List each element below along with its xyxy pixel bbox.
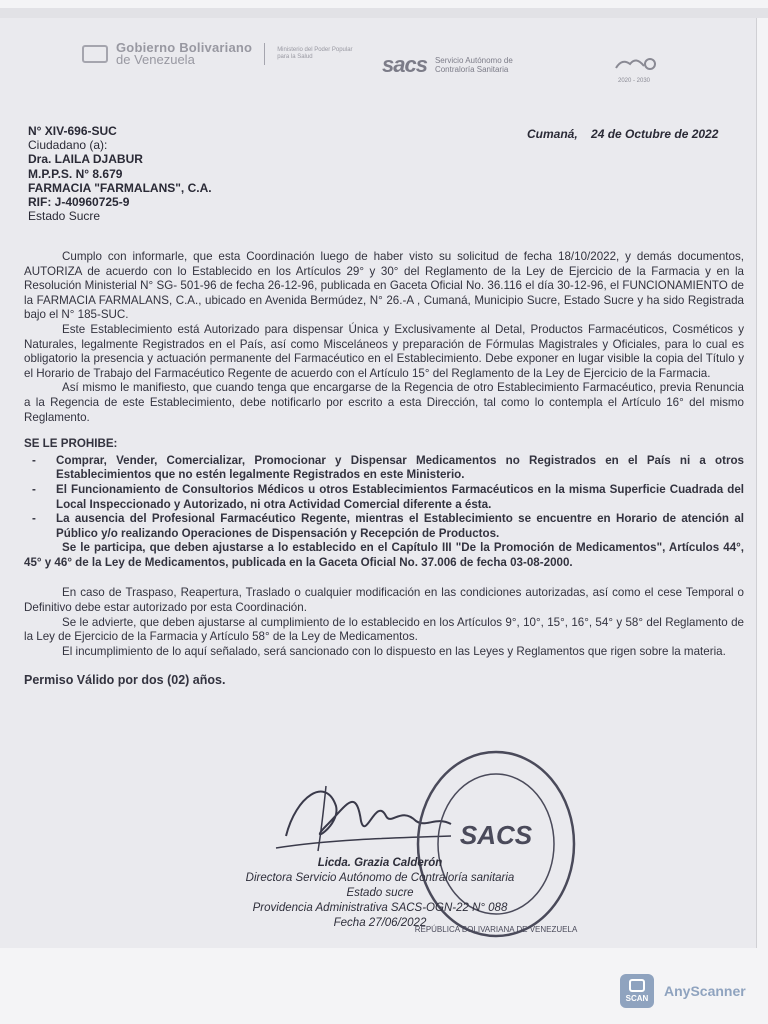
stamp-ring-text: REPÚBLICA BOLIVARIANA DE VENEZUELA xyxy=(414,925,578,934)
government-letterhead xyxy=(82,42,357,66)
emblem-years: 2020 - 2030 xyxy=(617,78,651,84)
prohibition-item: - El Funcionamiento de Consultorios Médicos u otros Establecimientos Farmacéuticos en la misma Superficie Cuadrada del Local Inspeccionado y Autorizado, ni otra Actividad Comercial diferente a ésta. xyxy=(24,483,744,512)
paragraph-promotion: Se le participa, que deben ajustarse a lo establecido en el Capítulo III "De la Promoción de Medicamentos", Artículos 44°, 45° y 46° de la Ley de Medicamentos, publicada en la Gaceta Oficial No. 37.006 de fecha 03-08-2000. xyxy=(24,541,744,569)
signer-title: Directora Servicio Autónomo de Contraloría sanitaria xyxy=(245,872,515,884)
paragraph-scope: Este Establecimiento está Autorizado para dispensar Única y Exclusivamente al Detal, Productos Farmacéuticos, Cosméticos y Naturales, legalmente Registrados en el País, así como Misceláneos y preparación de Fórmulas Magistrales y Oficiales, para lo cual es obligatorio la presencia y actuación permanente del Farmacéutico en el Establecimiento. Debe exponer en lugar visible la copia del Título y el Horario de Trabajo del Farmacéutico Regente de acuerdo con el Artículo 15° del Reglamento de la Ley de Ejercicio de la Farmacia. xyxy=(24,322,744,380)
paragraph-changes: En caso de Traspaso, Reapertura, Traslado o cualquier modificación en las condiciones autorizadas, así como el cese Temporal o Definitivo debe estar autorizado por esta Coordinación. xyxy=(24,586,744,615)
government-logo-icon xyxy=(82,45,108,63)
sacs-letterhead xyxy=(382,52,545,78)
gov-line2: de Venezuela xyxy=(116,52,195,67)
letter-body xyxy=(24,250,744,688)
prohibitions-title: SE LE PROHIBE: xyxy=(24,437,118,451)
paragraph-authorization: Cumplo con informarle, que esta Coordinación luego de haber visto su solicitud de fecha 18/10/2022, y demás documentos, AUTORIZA de acuerdo con lo Establecido en los Artículos 29° y 30° del Reglamento de la Ley de Ejercicio de la Farmacia y en la Resolución Ministerial N° SG- 501-96 de fecha 26-12-96, publicada en Gaceta Oficial No. 36.116 el día 30-12-96, el FUNCIONAMIENTO de la FARMACIA FARMALANS, C.A., ubicado en Avenida Bermúdez, N° 26.-A , Cumaná, Municipio Sucre, Estado Sucre y ha sido Registrada bajo el N° 185-SUC. xyxy=(24,250,744,322)
gov-line1: Gobierno Bolivariano xyxy=(116,40,253,55)
stamp-center-text: SACS xyxy=(459,820,533,850)
signature-block xyxy=(170,856,590,931)
sacs-logo: sacs xyxy=(382,52,427,77)
place-and-date: Cumaná, 24 de Octubre de 2022 xyxy=(527,127,719,141)
scanner-app-icon xyxy=(620,974,654,1008)
scanned-document-page xyxy=(0,8,756,948)
signer-state: Estado sucre xyxy=(346,887,414,899)
permit-validity: Permiso Válido por dos (02) años. xyxy=(24,673,226,688)
recipient-line: M.P.P.S. N° 8.679 xyxy=(28,166,123,181)
signer-providence: Providencia Administrativa SACS-OGN-22 N° 088 xyxy=(252,902,508,914)
prohibition-item: - Comprar, Vender, Comercializar, Promocionar y Dispensar Medicamentos no Registrados en el País ni a otros Establecimientos que no estén legalmente Registrados en este Ministerio. xyxy=(24,454,744,483)
paragraph-sanction: El incumplimiento de lo aquí señalado, será sancionado con lo dispuesto en las Leyes y Reglamentos que rigen sobre la materia. xyxy=(62,644,726,658)
prohibitions-list xyxy=(24,454,744,542)
signer-name: Licda. Grazia Calderón xyxy=(317,857,443,869)
letter-number: N° XIV-696-SUC xyxy=(28,124,117,138)
scanner-brand: AnyScanner xyxy=(664,983,746,999)
paragraph-warning: Se le advierte, que deben ajustarse al cumplimiento de lo establecido en los Artículos 9°, 10°, 15°, 16°, 54° y 58° del Reglamento de la Ley de Ejercicio de la Farmacia y Artículo 58° de la Ley de Medicamentos. xyxy=(24,615,744,644)
anniversary-emblem-icon xyxy=(602,54,666,84)
sacs-name: Servicio Autónomo de Contraloría Sanitaria xyxy=(434,56,513,74)
recipient-line: RIF: J-40960725-9 xyxy=(28,195,130,210)
signer-date: Fecha 27/06/2022 xyxy=(333,917,427,929)
recipient-block xyxy=(28,124,212,223)
scanner-watermark xyxy=(620,974,746,1008)
recipient-line: Ciudadano (a): xyxy=(28,138,108,153)
letterhead-divider xyxy=(264,43,265,65)
scanner-icon-label: SCAN xyxy=(625,994,649,1003)
paragraph-regency: Así mismo le manifiesto, que cuando tenga que encargarse de la Regencia de otro Establecimiento Farmacéutico, previa Renuncia a la Regencia de este Establecimiento, debe notificarlo por escrito a esta Dirección, tal como lo contempla el Artículo 16° del mismo Reglamento. xyxy=(24,381,744,424)
recipient-line: Estado Sucre xyxy=(28,209,101,224)
recipient-line: FARMACIA "FARMALANS", C.A. xyxy=(28,180,212,195)
ministry-name: Ministerio del Poder Popular para la Salud xyxy=(277,47,353,60)
paper-top-edge xyxy=(0,8,768,18)
prohibition-item: - La ausencia del Profesional Farmacéutico Regente, mientras el Establecimiento se encuentre en Horario de atención al Público y/o realizando Operaciones de Dispensación y Recepción de Productos. xyxy=(24,512,744,541)
recipient-line: Dra. LAILA DJABUR xyxy=(28,152,143,167)
